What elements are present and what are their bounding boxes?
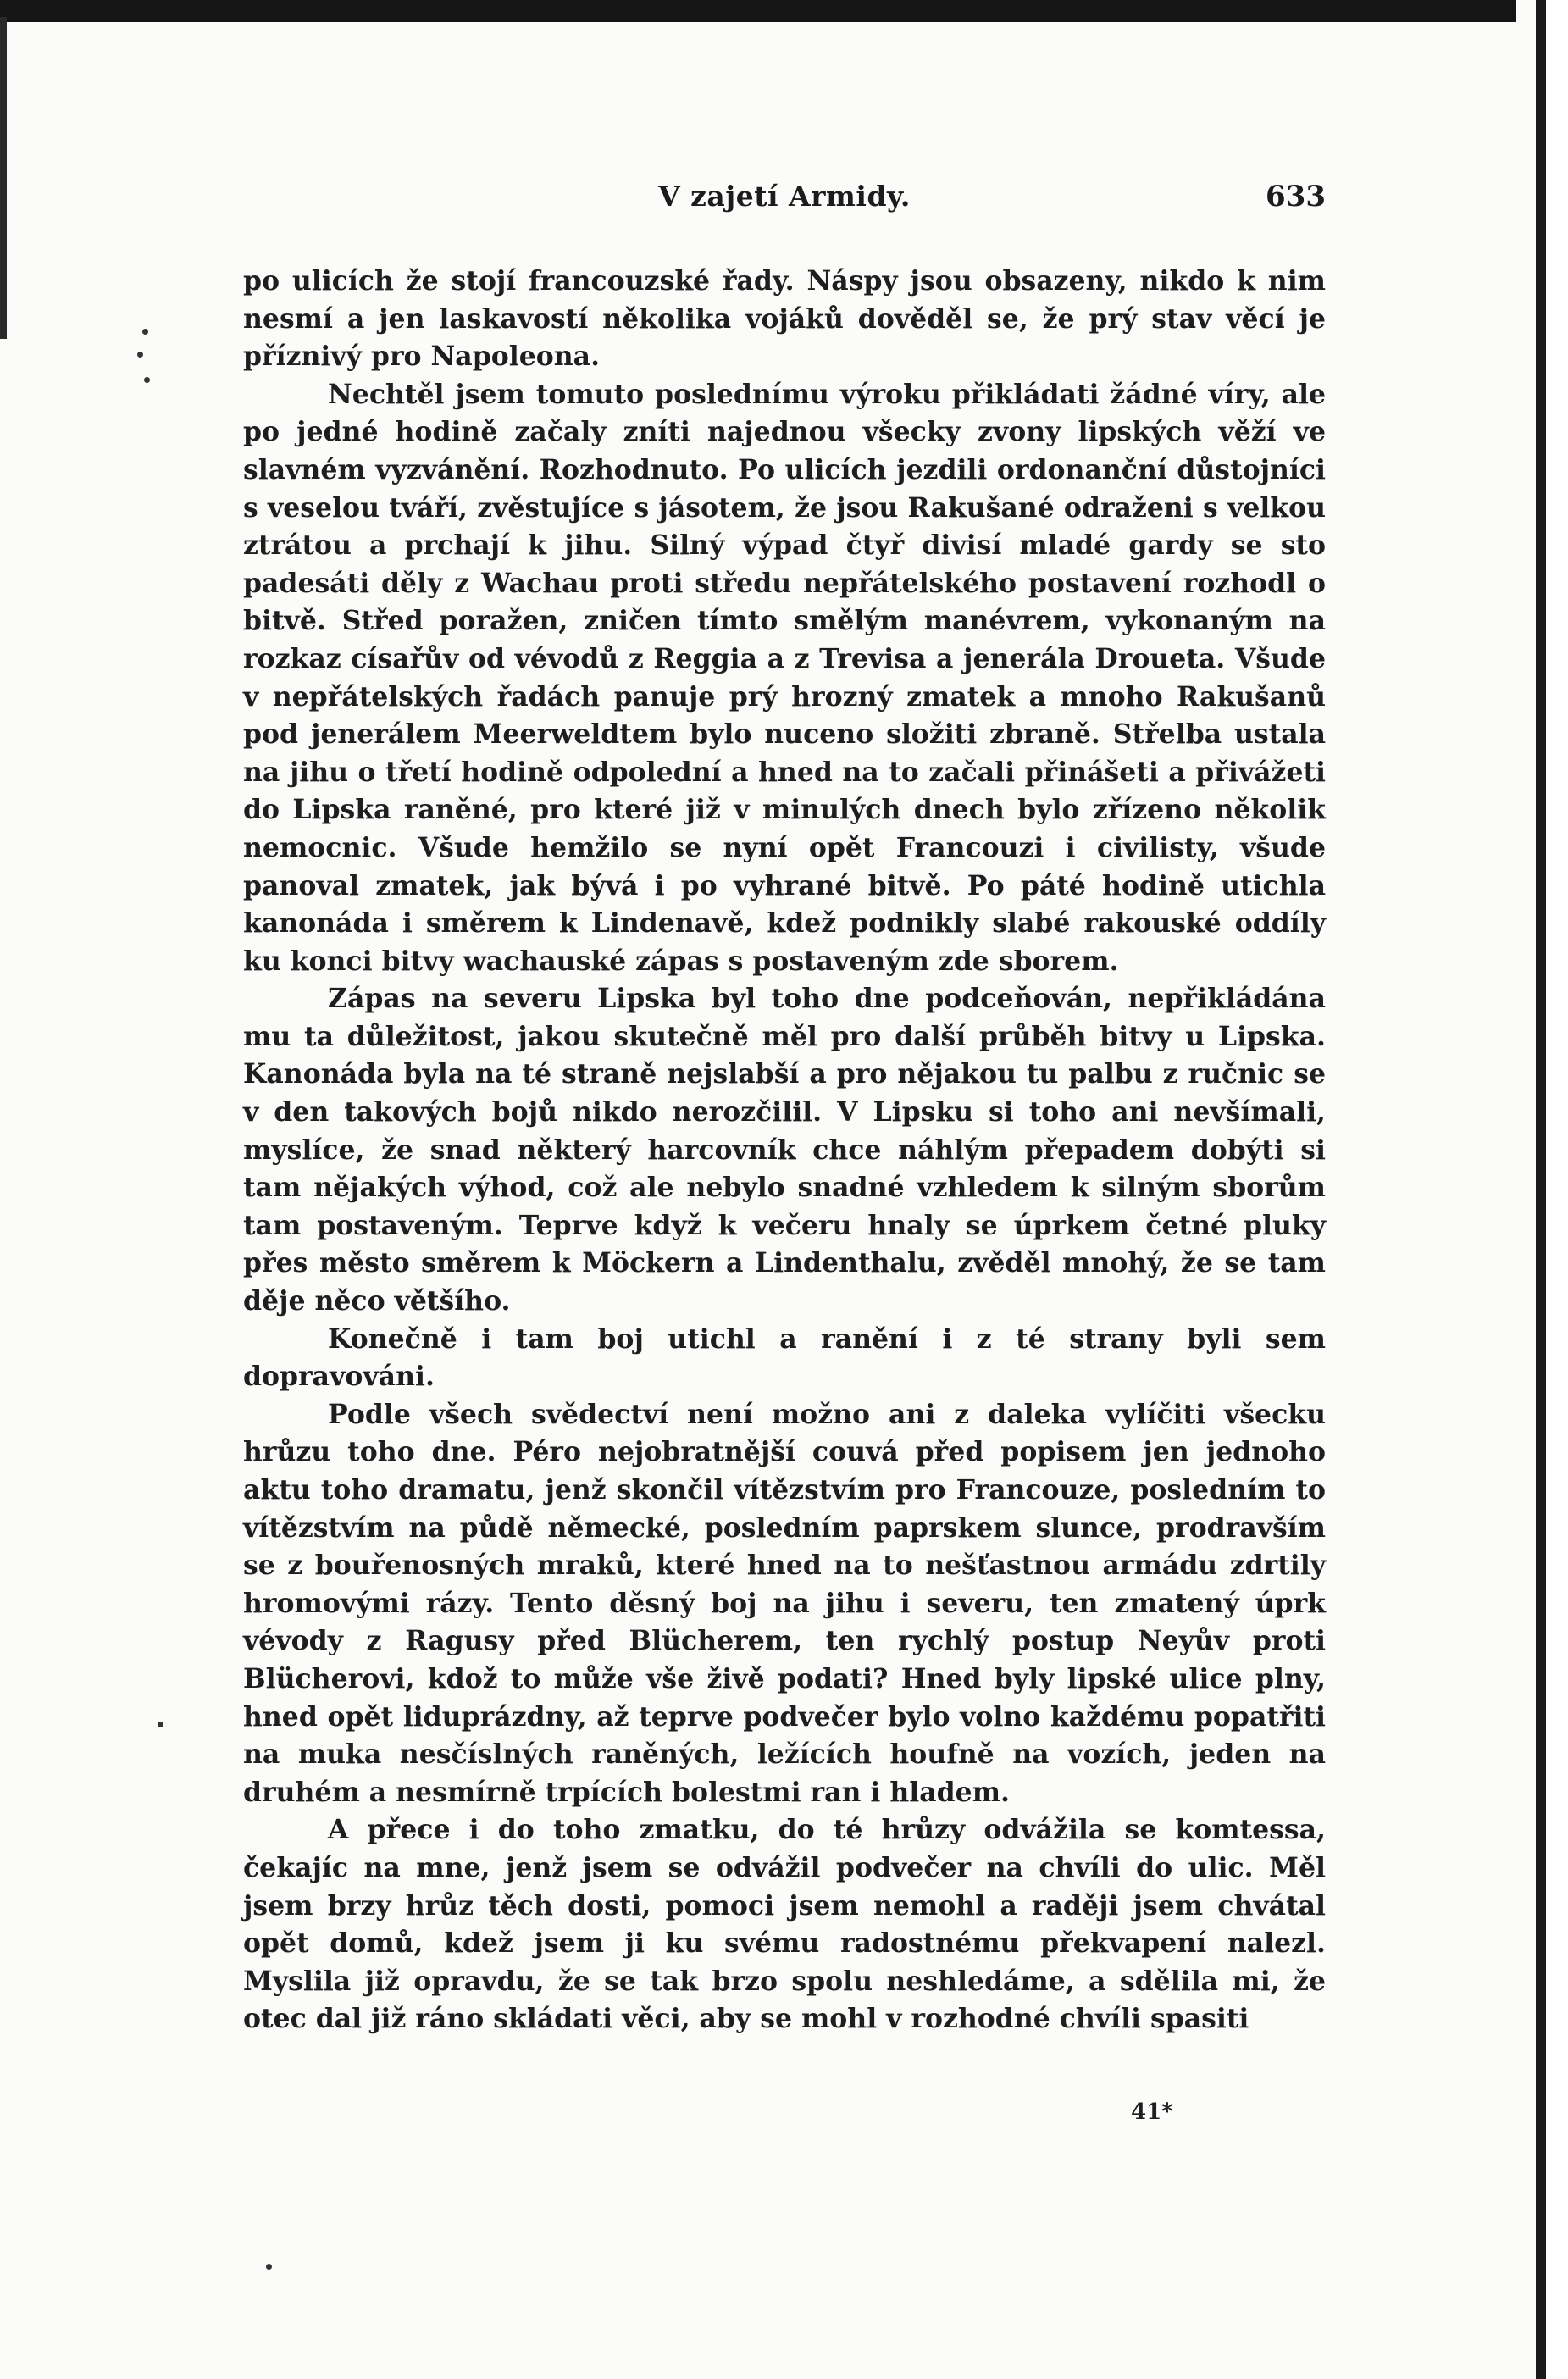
scan-speck xyxy=(158,1722,163,1727)
scan-speck xyxy=(266,2264,272,2270)
scan-speck xyxy=(137,352,143,358)
scan-speck xyxy=(144,377,150,383)
paragraph: Nechtěl jsem tomuto poslednímu výroku přikládati žádné víry, ale po jedné hodině začaly zníti najednou všecky zvony lipských věží ve slavném vyzvánění. Rozhodnuto. Po ulicích jezdili ordonanční důstojníci s veselou tváří, zvěstujíce s jásotem, že jsou Rakušané odraženi s velkou ztrátou a prchají k jihu. Silný výpad čtyř divisí mladé gardy se sto padesáti děly z Wachau proti středu nepřátelského postavení rozhodl o bitvě. Střed poražen, zničen tímto smělým manévrem, vykonaným na rozkaz císařův od vévodů z Reggia a z Trevisa a jenerála Droueta. Všude v nepřátelských řadách panuje prý hrozný zmatek a mnoho Rakušanů pod jenerálem Meerweldtem bylo nuceno složiti zbraně. Střelba ustala na jihu o třetí hodině odpolední a hned na to začali přinášeti a přivážeti do Lipska raněné, pro které již v minulých dnech bylo zřízeno několik nemocnic. Všude hemžilo se nyní opět Francouzi i civilisty, všude panoval zmatek, jak bývá i po vyhrané bitvě. Po páté hodině utichla kanonáda i směrem k Lindenavě, kdež podnikly slabé rakouské oddíly ku konci bitvy wachauské zápas s postaveným zde sborem. xyxy=(243,378,1326,977)
page-header xyxy=(243,180,1326,224)
paragraph: po ulicích že stojí francouzské řady. Náspy jsou obsazeny, nikdo k nim nesmí a jen laskavostí několika vojáků dověděl se, že prý stav věcí je příznivý pro Napoleona. xyxy=(243,265,1326,373)
page-number: 633 xyxy=(1266,180,1326,214)
paragraph: Zápas na severu Lipska byl toho dne podceňován, nepřikládána mu ta důležitost, jakou skutečně měl pro další průběh bitvy u Lipska. Kanonáda byla na té straně nejslabší a pro nějakou tu palbu z ručnic se v den takových bojů nikdo nerozčilil. V Lipsku si toho ani nevšímali, myslíce, že snad některý harcovník chce náhlým přepadem dobýti si tam nějakých výhod, což ale nebylo snadné vzhledem k silným sborům tam postaveným. Teprve když k večeru hnaly se úprkem četné pluky přes město směrem k Möckern a Lindenthalu, zvěděl mnohý, že se tam děje něco většího. xyxy=(243,983,1326,1317)
scan-speck xyxy=(142,329,148,335)
paragraph: Konečně i tam boj utichl a ranění i z té strany byli sem dopravováni. xyxy=(243,1323,1326,1393)
printer-signature: 41* xyxy=(1131,2099,1173,2125)
body-text xyxy=(243,263,1326,2038)
paragraph: A přece i do toho zmatku, do té hrůzy odvážila se komtessa, čekajíc na mne, jenž jsem se odvážil podvečer na chvíli do ulic. Měl jsem brzy hrůz těch dosti, pomoci jsem nemohl a raději jsem chvátal opět domů, kdež jsem ji ku svému radostnému překvapení nalezl. Myslila již opravdu, že se tak brzo spolu neshledáme, a sdělila mi, že otec dal již ráno skládati věci, aby se mohl v rozhodné chvíli spasiti xyxy=(243,1814,1326,2035)
scan-edge-right xyxy=(1536,0,1568,2379)
paragraph: Podle všech svědectví není možno ani z daleka vylíčiti všecku hrůzu toho dne. Péro nejobratnější couvá před popisem jen jednoho aktu toho dramatu, jenž skončil vítězstvím pro Francouze, posledním to vítězstvím na půdě německé, posledním paprskem slunce, prodravším se z bouřenosných mraků, které hned na to nešťastnou armádu zdrtily hromovými rázy. Tento děsný boj na jihu i severu, ten zmatený úprk vévody z Ragusy před Blücherem, ten rychlý postup Neyův proti Blücherovi, kdož to může vše živě podati? Hned byly lipské ulice plny, hned opět liduprázdny, až teprve podvečer bylo volno každému popatřiti na muka nesčíslných raněných, ležících houfně na vozích, jeden na druhém a nesmírně trpících bolestmi ran i hladem. xyxy=(243,1398,1326,1808)
scan-edge-left xyxy=(0,17,7,339)
scan-edge-top xyxy=(0,0,1516,22)
running-title: V zajetí Armidy. xyxy=(658,180,911,213)
